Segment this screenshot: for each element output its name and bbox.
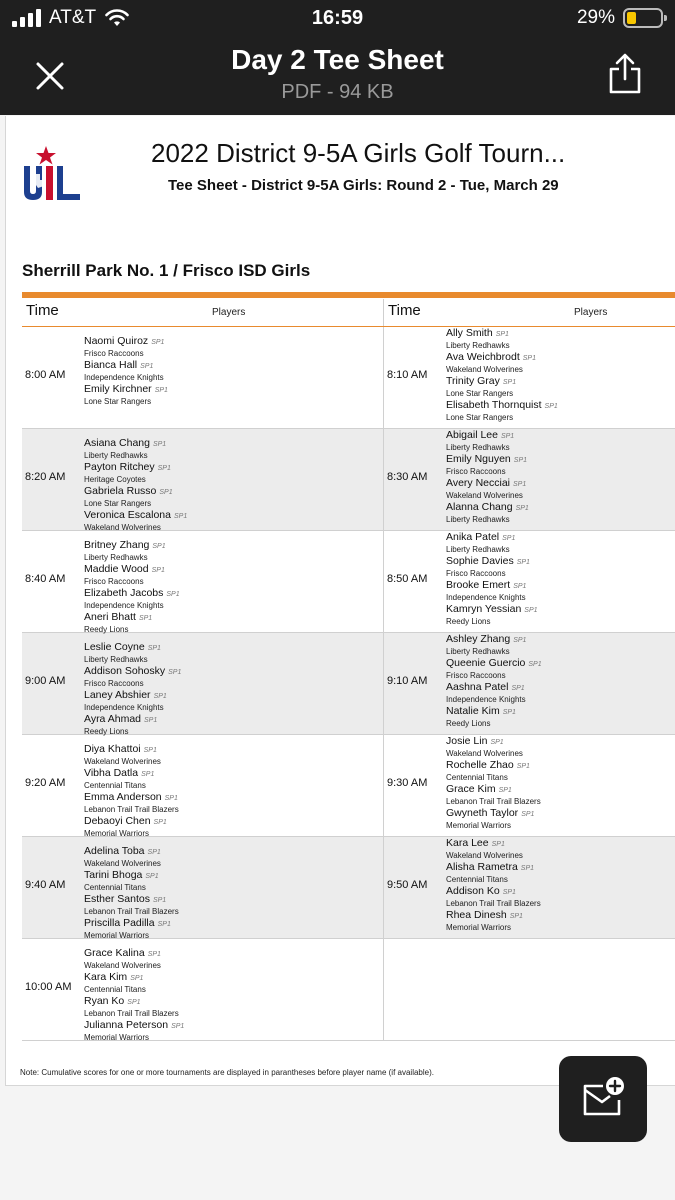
- player-name: [84, 713, 181, 726]
- document-title: 2022 District 9-5A Girls Golf Tourn...: [151, 138, 566, 168]
- player-name-text: Laney Abshier: [84, 689, 151, 701]
- tee-time-cell: [22, 531, 383, 632]
- player-name-text: Josie Lin: [446, 735, 488, 747]
- course-tag: SP1: [157, 921, 171, 928]
- player-team: Liberty Redhawks: [84, 552, 148, 562]
- player-team: Centennial Titans: [446, 772, 508, 782]
- player-name: [84, 845, 179, 858]
- player-name: [446, 759, 541, 772]
- player-name-text: Tarini Bhoga: [84, 869, 143, 881]
- course-tag: SP1: [544, 403, 558, 410]
- player-name-text: Elisabeth Thornquist: [446, 399, 542, 411]
- status-right: [577, 7, 663, 29]
- player-team: Liberty Redhawks: [446, 646, 510, 656]
- player-name-text: Sophie Davies: [446, 555, 514, 567]
- player-name: [446, 735, 541, 748]
- player-team: Liberty Redhawks: [446, 340, 510, 350]
- tee-time-cell: [22, 327, 383, 428]
- player-name-text: Asiana Chang: [84, 437, 150, 449]
- col-players-label: Players: [212, 307, 246, 318]
- player-list: [84, 641, 181, 737]
- table-row: [22, 939, 675, 1041]
- player-team: Frisco Raccoons: [84, 576, 144, 586]
- share-icon: [605, 52, 645, 96]
- player-name: [84, 539, 180, 552]
- course-tag: SP1: [502, 379, 517, 386]
- player-team: Lone Star Rangers: [84, 498, 152, 508]
- player-name: [84, 665, 181, 678]
- player-name: [446, 861, 541, 874]
- player-name-text: Abigail Lee: [446, 429, 498, 441]
- player-list: [84, 845, 179, 941]
- course-tag: SP1: [143, 747, 157, 754]
- player-team: Reedy Lions: [446, 616, 491, 626]
- player-name-text: Vibha Datla: [84, 767, 139, 779]
- player-team: Wakeland Wolverines: [84, 756, 161, 766]
- player-name: [446, 555, 538, 568]
- player-team: Frisco Raccoons: [84, 678, 144, 688]
- tee-time-cell: [383, 837, 675, 938]
- course-tag: SP1: [145, 873, 159, 880]
- player-name-text: Emily Nguyen: [446, 453, 511, 465]
- player-name: [84, 437, 187, 450]
- player-team: Frisco Raccoons: [84, 348, 144, 358]
- player-name: [84, 893, 179, 906]
- player-team: Wakeland Wolverines: [84, 522, 161, 532]
- carrier-label: AT&T: [49, 7, 97, 28]
- player-team: Frisco Raccoons: [446, 568, 506, 578]
- tee-time-cell: [22, 939, 383, 1040]
- player-list: [446, 327, 558, 423]
- player-team: Liberty Redhawks: [446, 442, 510, 452]
- course-tag: SP1: [147, 645, 161, 652]
- player-team: Memorial Warriors: [84, 828, 150, 838]
- player-name: [84, 815, 179, 828]
- col-players-label: Players: [574, 307, 608, 318]
- player-team: Frisco Raccoons: [446, 466, 506, 476]
- player-name: [446, 807, 541, 820]
- player-list: [446, 735, 541, 831]
- player-name: [446, 681, 542, 694]
- course-tag: SP1: [498, 787, 512, 794]
- player-list: [446, 837, 541, 933]
- course-tag: SP1: [147, 951, 161, 958]
- player-name: [446, 477, 529, 490]
- player-name-text: Payton Ritchey: [84, 461, 155, 473]
- player-team: Lone Star Rangers: [84, 396, 152, 406]
- player-team: Centennial Titans: [446, 874, 508, 884]
- player-name-text: Esther Santos: [84, 893, 150, 905]
- player-list: [84, 539, 180, 635]
- course-tag: SP1: [513, 583, 527, 590]
- course-tag: SP1: [513, 637, 527, 644]
- tee-time: 9:50 AM: [387, 879, 428, 891]
- player-name: [84, 995, 184, 1008]
- player-name-text: Adelina Toba: [84, 845, 145, 857]
- table-row: [22, 735, 675, 837]
- tee-time: 9:40 AM: [25, 879, 66, 891]
- player-team: Independence Knights: [84, 702, 164, 712]
- player-name: [446, 579, 538, 592]
- course-tag: SP1: [151, 339, 165, 346]
- tee-sheet-table: [22, 299, 675, 1041]
- course-tag: SP1: [521, 811, 535, 818]
- course-tag: SP1: [495, 331, 509, 338]
- player-name: [446, 453, 529, 466]
- player-name: [84, 611, 180, 624]
- player-name-text: Avery Necciai: [446, 477, 510, 489]
- course-tag: SP1: [152, 441, 167, 448]
- player-team: Wakeland Wolverines: [84, 960, 161, 970]
- player-name: [84, 743, 179, 756]
- header-title: Day 2 Tee Sheet: [231, 44, 444, 75]
- player-name-text: Maddie Wood: [84, 563, 149, 575]
- player-name-text: Gabriela Russo: [84, 485, 157, 497]
- course-tag: SP1: [171, 1023, 185, 1030]
- course-tag: SP1: [159, 489, 173, 496]
- player-name: [446, 351, 558, 364]
- player-team: Memorial Warriors: [446, 820, 512, 830]
- player-name: [446, 885, 541, 898]
- course-tag: SP1: [490, 739, 504, 746]
- player-name-text: Julianna Peterson: [84, 1019, 169, 1031]
- header-left: [22, 299, 383, 326]
- course-tag: SP1: [520, 865, 535, 872]
- player-team: Reedy Lions: [84, 624, 129, 634]
- course-tag: SP1: [138, 615, 153, 622]
- tee-time-cell: [22, 633, 383, 734]
- player-name-text: Kara Kim: [84, 971, 128, 983]
- player-team: Lebanon Trail Trail Blazers: [446, 898, 541, 908]
- player-name: [84, 917, 179, 930]
- player-name-text: Brooke Emert: [446, 579, 511, 591]
- player-team: Heritage Coyotes: [84, 474, 146, 484]
- tee-time-cell: [383, 939, 675, 1040]
- player-team: Wakeland Wolverines: [446, 490, 523, 500]
- mail-add-icon: [581, 1076, 625, 1120]
- player-name-text: Rhea Dinesh: [446, 909, 507, 921]
- table-row: [22, 531, 675, 633]
- course-tag: SP1: [491, 841, 505, 848]
- player-name-text: Emma Anderson: [84, 791, 162, 803]
- pdf-page[interactable]: [5, 116, 675, 1086]
- tee-time: 8:20 AM: [25, 471, 66, 483]
- player-list: [84, 437, 187, 533]
- player-name-text: Naomi Quiroz: [84, 335, 149, 347]
- player-team: Lone Star Rangers: [446, 388, 514, 398]
- course-tag: SP1: [166, 591, 180, 598]
- player-name: [84, 869, 179, 882]
- player-team: Memorial Warriors: [446, 922, 512, 932]
- player-name: [84, 587, 180, 600]
- player-name-text: Ayra Ahmad: [84, 713, 142, 725]
- player-name-text: Debaoyi Chen: [84, 815, 151, 827]
- player-name-text: Ryan Ko: [84, 995, 125, 1007]
- player-name: [446, 375, 558, 388]
- player-name: [446, 837, 541, 850]
- player-name-text: Grace Kalina: [84, 947, 145, 959]
- player-team: Centennial Titans: [84, 882, 146, 892]
- player-team: Independence Knights: [84, 600, 164, 610]
- tee-time: 9:20 AM: [25, 777, 66, 789]
- player-list: [84, 335, 168, 407]
- footnote: Note: Cumulative scores for one or more tournaments are displayed in parantheses before player name (if available).: [20, 1068, 434, 1077]
- player-team: Frisco Raccoons: [446, 670, 506, 680]
- tee-time-cell: [383, 633, 675, 734]
- course-tag: SP1: [524, 607, 538, 614]
- player-team: Liberty Redhawks: [446, 514, 510, 524]
- tee-time-cell: [22, 837, 383, 938]
- course-tag: SP1: [513, 457, 528, 464]
- course-tag: SP1: [516, 763, 530, 770]
- tee-time: 8:40 AM: [25, 573, 66, 585]
- player-name: [446, 399, 558, 412]
- player-list: [446, 633, 542, 729]
- player-list: [446, 429, 529, 525]
- player-team: Centennial Titans: [84, 780, 146, 790]
- player-name: [446, 327, 558, 340]
- player-name-text: Alisha Rametra: [446, 861, 518, 873]
- tee-time: 8:30 AM: [387, 471, 428, 483]
- course-tag: SP1: [154, 387, 168, 394]
- course-tag: SP1: [152, 543, 166, 550]
- player-name: [446, 531, 538, 544]
- player-name-text: Bianca Hall: [84, 359, 138, 371]
- player-name-text: Veronica Escalona: [84, 509, 171, 521]
- course-tag: SP1: [516, 559, 530, 566]
- course-tag: SP1: [164, 795, 178, 802]
- course-tag: SP1: [153, 819, 167, 826]
- clock: 16:59: [311, 7, 364, 29]
- player-team: Lebanon Trail Trail Blazers: [84, 906, 179, 916]
- player-name: [446, 783, 541, 796]
- player-name-text: Natalie Kim: [446, 705, 500, 717]
- player-name-text: Aashna Patel: [446, 681, 509, 693]
- player-name-text: Ava Weichbrodt: [446, 351, 520, 363]
- player-name-text: Elizabeth Jacobs: [84, 587, 164, 599]
- player-name: [84, 1019, 184, 1032]
- player-name: [84, 563, 180, 576]
- player-team: Wakeland Wolverines: [446, 748, 523, 758]
- table-row: [22, 633, 675, 735]
- course-tag: SP1: [130, 975, 144, 982]
- player-name-text: Gwyneth Taylor: [446, 807, 519, 819]
- player-name-text: Ally Smith: [446, 327, 493, 339]
- player-name: [84, 359, 168, 372]
- tee-time-cell: [383, 735, 675, 836]
- course-tag: SP1: [513, 481, 527, 488]
- course-tag: SP1: [511, 685, 525, 692]
- tee-time: 8:50 AM: [387, 573, 428, 585]
- top-bar: [0, 0, 675, 115]
- player-name-text: Kara Lee: [446, 837, 489, 849]
- course-tag: SP1: [173, 513, 188, 520]
- player-name-text: Leslie Coyne: [84, 641, 145, 653]
- share-button[interactable]: [605, 52, 645, 96]
- player-name-text: Trinity Gray: [446, 375, 500, 387]
- course-tag: SP1: [502, 709, 516, 716]
- document-subtitle: Tee Sheet - District 9-5A Girls: Round 2 - Tue, March 29: [168, 177, 559, 194]
- player-name-text: Alanna Chang: [446, 501, 513, 513]
- player-name: [84, 791, 179, 804]
- battery-icon: [623, 8, 663, 28]
- course-tag: SP1: [152, 897, 167, 904]
- player-team: Liberty Redhawks: [84, 654, 148, 664]
- course-tag: SP1: [127, 999, 141, 1006]
- course-tag: SP1: [500, 433, 515, 440]
- player-team: Wakeland Wolverines: [84, 858, 161, 868]
- player-name-text: Rochelle Zhao: [446, 759, 514, 771]
- player-team: Wakeland Wolverines: [446, 850, 523, 860]
- player-name: [446, 429, 529, 442]
- compose-button[interactable]: [559, 1056, 647, 1142]
- col-time-label: Time: [26, 302, 59, 319]
- table-row: [22, 429, 675, 531]
- col-time-label: Time: [388, 302, 421, 319]
- status-bar: [0, 0, 675, 38]
- course-tag: SP1: [522, 355, 536, 362]
- player-team: Lebanon Trail Trail Blazers: [446, 796, 541, 806]
- course-tag: SP1: [528, 661, 542, 668]
- course-tag: SP1: [157, 465, 171, 472]
- battery-percent: 29%: [576, 7, 615, 28]
- player-team: Centennial Titans: [84, 984, 146, 994]
- player-name: [84, 383, 168, 396]
- player-name: [84, 767, 179, 780]
- course-tag: SP1: [141, 771, 155, 778]
- tee-time: 8:10 AM: [387, 369, 428, 381]
- player-name-text: Aneri Bhatt: [84, 611, 136, 623]
- player-list: [84, 947, 184, 1043]
- course-tag: SP1: [515, 505, 529, 512]
- player-team: Reedy Lions: [84, 726, 129, 736]
- course-tag: SP1: [502, 889, 516, 896]
- course-tag: SP1: [502, 535, 516, 542]
- tee-time-cell: [22, 735, 383, 836]
- course-tag: SP1: [153, 693, 167, 700]
- player-name: [84, 641, 181, 654]
- player-name: [84, 509, 187, 522]
- tee-time-cell: [383, 429, 675, 530]
- table-row: [22, 837, 675, 939]
- player-name-text: Emily Kirchner: [84, 383, 152, 395]
- tee-time-cell: [22, 429, 383, 530]
- player-team: Lebanon Trail Trail Blazers: [84, 1008, 179, 1018]
- player-team: Independence Knights: [84, 372, 164, 382]
- player-team: Independence Knights: [446, 592, 526, 602]
- player-name: [446, 657, 542, 670]
- tee-time: 9:10 AM: [387, 675, 428, 687]
- player-name-text: Ashley Zhang: [446, 633, 511, 645]
- player-name: [84, 485, 187, 498]
- tee-time: 9:30 AM: [387, 777, 428, 789]
- player-name-text: Kamryn Yessian: [446, 603, 522, 615]
- player-team: Liberty Redhawks: [446, 544, 510, 554]
- player-name-text: Diya Khattoi: [84, 743, 141, 755]
- uil-logo: [20, 142, 84, 208]
- player-name: [84, 335, 168, 348]
- player-name: [446, 501, 529, 514]
- player-name: [84, 971, 184, 984]
- header-subtitle: PDF - 94 KB: [281, 81, 394, 103]
- player-team: Memorial Warriors: [84, 1032, 150, 1042]
- player-team: Reedy Lions: [446, 718, 491, 728]
- tee-time: 9:00 AM: [25, 675, 66, 687]
- course-tag: SP1: [509, 913, 523, 920]
- player-team: Lebanon Trail Trail Blazers: [84, 804, 179, 814]
- player-team: Memorial Warriors: [84, 930, 150, 940]
- player-name: [446, 603, 538, 616]
- header-right: [383, 299, 675, 326]
- player-name-text: Britney Zhang: [84, 539, 150, 551]
- player-name-text: Anika Patel: [446, 531, 500, 543]
- tee-time-cell: [383, 327, 675, 428]
- player-name-text: Queenie Guercio: [446, 657, 526, 669]
- course-tag: SP1: [147, 849, 161, 856]
- table-header: [22, 299, 675, 327]
- table-body: [22, 327, 675, 1041]
- player-list: [84, 743, 179, 839]
- player-name: [84, 689, 181, 702]
- player-name: [446, 909, 541, 922]
- player-name-text: Grace Kim: [446, 783, 496, 795]
- player-name: [84, 947, 184, 960]
- player-team: Independence Knights: [446, 694, 526, 704]
- player-team: Liberty Redhawks: [84, 450, 148, 460]
- course-name: Sherrill Park No. 1 / Frisco ISD Girls: [22, 261, 311, 280]
- player-name: [84, 461, 187, 474]
- player-name: [446, 633, 542, 646]
- player-name-text: Addison Sohosky: [84, 665, 166, 677]
- course-tag: SP1: [144, 717, 158, 724]
- player-team: Lone Star Rangers: [446, 412, 514, 422]
- player-list: [446, 531, 538, 627]
- course-tag: SP1: [168, 669, 182, 676]
- player-name: [446, 705, 542, 718]
- header-divider: [22, 292, 675, 298]
- course-tag: SP1: [140, 363, 154, 370]
- course-tag: SP1: [151, 567, 165, 574]
- tee-time: 8:00 AM: [25, 369, 66, 381]
- player-name-text: Addison Ko: [446, 885, 500, 897]
- tee-time-cell: [383, 531, 675, 632]
- tee-time: 10:00 AM: [25, 981, 72, 993]
- player-team: Wakeland Wolverines: [446, 364, 523, 374]
- player-name-text: Priscilla Padilla: [84, 917, 155, 929]
- table-row: [22, 327, 675, 429]
